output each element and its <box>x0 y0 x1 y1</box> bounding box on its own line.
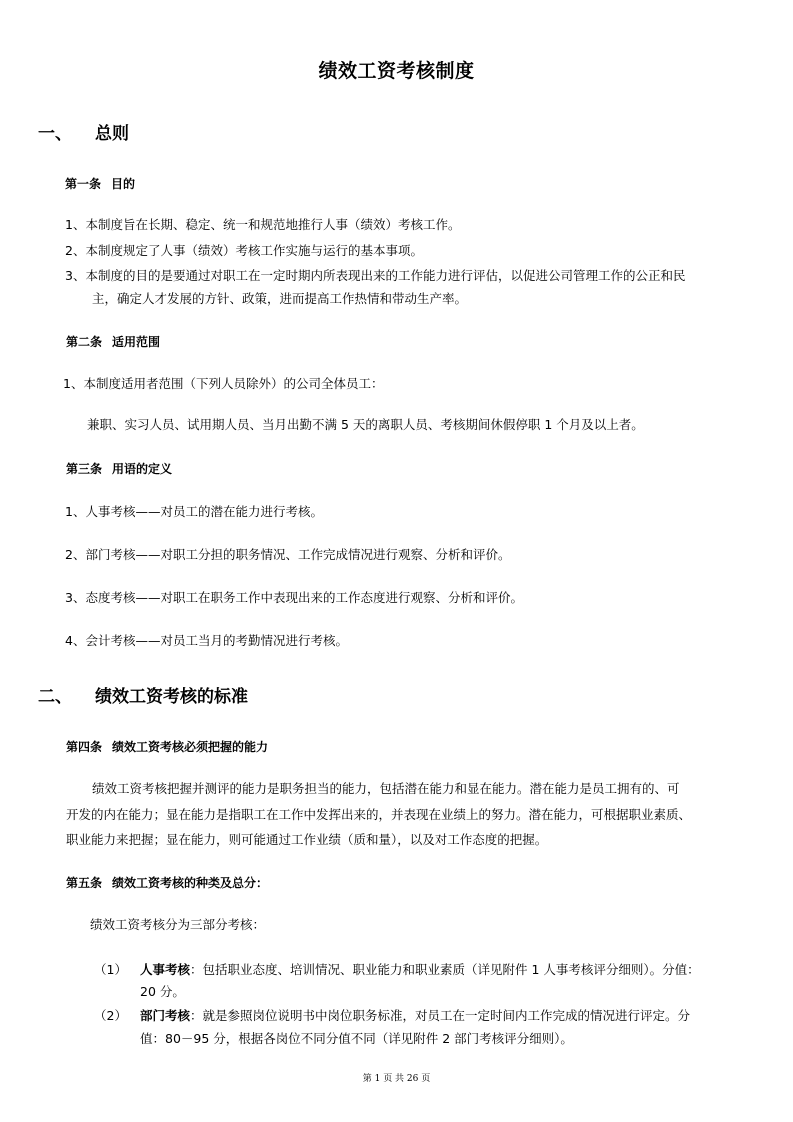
list-item-continuation: 值：80－95 分，根据各岗位不同分值不同（详见附件 2 部门考核评分细则）。 <box>140 1031 573 1046</box>
list-item <box>140 961 700 979</box>
paragraph-line: 开发的内在能力；显在能力是指职工在工作中发挥出来的，并表现在业绩上的努力。潜在能力，可根据职业素质、 <box>66 807 692 822</box>
article-number: 第四条 <box>66 740 103 754</box>
item-label: 部门考核 <box>140 1008 191 1023</box>
list-marker: （1） <box>94 962 127 977</box>
list-item: 3、态度考核——对职工在职务工作中表现出来的工作态度进行观察、分析和评价。 <box>65 590 523 605</box>
article-heading-3 <box>66 460 172 477</box>
article-heading-4 <box>66 738 268 755</box>
article-title: 适用范围 <box>112 335 161 349</box>
article-heading-1 <box>65 175 135 192</box>
list-item-continuation: 20 分。 <box>140 984 185 999</box>
list-item: 1、人事考核——对员工的潜在能力进行考核。 <box>65 504 323 519</box>
article-number: 第二条 <box>66 335 103 349</box>
item-label: 人事考核 <box>140 962 191 977</box>
item-text: ：包括职业态度、培训情况、职业能力和职业素质（详见附件 1 人事考核评分细则）。分值： <box>190 962 700 977</box>
paragraph: 兼职、实习人员、试用期人员、当月出勤不满 5 天的离职人员、考核期间休假停职 1 个月及以上者。 <box>87 417 644 432</box>
list-item: 2、本制度规定了人事（绩效）考核工作实施与运行的基本事项。 <box>65 243 423 258</box>
article-heading-5 <box>66 874 268 891</box>
section-number: 一、 <box>38 124 72 144</box>
list-item: 1、本制度旨在长期、稳定、统一和规范地推行人事（绩效）考核工作。 <box>65 217 461 232</box>
article-number: 第三条 <box>66 462 103 476</box>
section-title: 总则 <box>95 124 129 144</box>
page-footer: 第 1 页 共 26 页 <box>362 1074 431 1084</box>
section-heading-2 <box>38 682 248 707</box>
section-title: 绩效工资考核的标准 <box>95 687 248 707</box>
article-title: 绩效工资考核必须把握的能力 <box>112 740 269 754</box>
list-marker: （2） <box>94 1008 127 1023</box>
item-text: ：就是参照岗位说明书中岗位职务标准，对员工在一定时间内工作完成的情况进行评定。分 <box>190 1008 691 1023</box>
document-title: 绩效工资考核制度 <box>318 60 475 82</box>
list-item-continuation: 主，确定人才发展的方针、政策，进而提高工作热情和带动生产率。 <box>92 291 468 306</box>
list-item: 1、本制度适用者范围（下列人员除外）的公司全体员工： <box>63 376 384 391</box>
article-title: 用语的定义 <box>112 462 173 476</box>
article-title: 绩效工资考核的种类及总分： <box>112 876 269 890</box>
list-item <box>140 1007 690 1025</box>
article-number: 第一条 <box>65 177 102 191</box>
section-number: 二、 <box>38 687 72 707</box>
article-heading-2 <box>66 333 160 350</box>
article-title: 目的 <box>111 177 136 191</box>
paragraph: 绩效工资考核分为三部分考核： <box>90 917 266 932</box>
list-item: 2、部门考核——对职工分担的职务情况、工作完成情况进行观察、分析和评价。 <box>65 547 511 562</box>
paragraph-line: 绩效工资考核把握并测评的能力是职务担当的能力，包括潜在能力和显在能力。潜在能力是员工拥有的、可 <box>92 781 680 796</box>
list-item: 3、本制度的目的是要通过对职工在一定时期内所表现出来的工作能力进行评估，以促进公司管理工作的公正和民 <box>65 268 686 283</box>
section-heading-1 <box>38 119 129 144</box>
list-item: 4、会计考核——对员工当月的考勤情况进行考核。 <box>65 633 348 648</box>
article-number: 第五条 <box>66 876 103 890</box>
paragraph-line: 职业能力来把握；显在能力，则可能通过工作业绩（质和量），以及对工作态度的把握。 <box>66 832 548 847</box>
